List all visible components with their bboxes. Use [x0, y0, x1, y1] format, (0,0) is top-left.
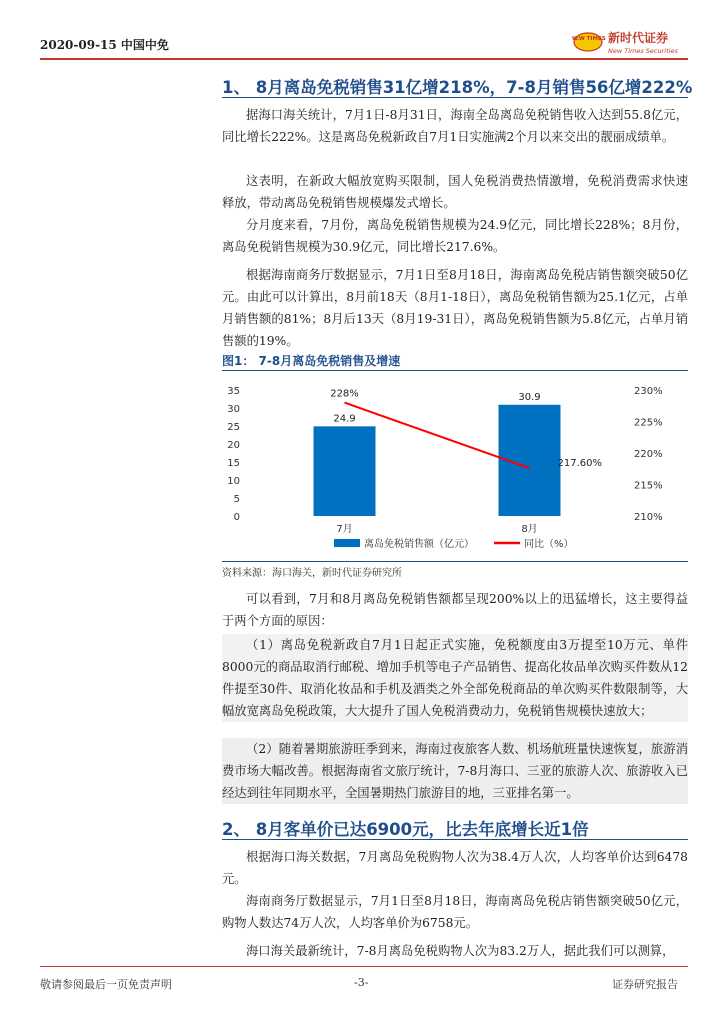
logo-cn: 新时代证券: [608, 31, 669, 45]
paragraph-8: 根据海口海关数据，7月离岛免税购物人次为38.4万人次，人均客单价达到6478元。: [222, 850, 688, 886]
paragraph-3: 分月度来看，7月份，离岛免税销售规模为24.9亿元，同比增长228%；8月份，离岛免税销售规模为30.9亿元，同比增长217.6%。: [222, 218, 688, 254]
line-data-label: 228%: [330, 388, 359, 400]
x-category-label: 8月: [521, 524, 538, 535]
logo-mark-text: NEW TIMES: [572, 36, 606, 42]
line-data-label: 217.60%: [557, 458, 602, 470]
logo-en: New Times Securities: [608, 47, 678, 55]
y-left-tick-label: 10: [227, 476, 240, 487]
y-right-tick-label: 225%: [634, 417, 663, 429]
y-right-tick-label: 215%: [634, 480, 663, 492]
legend-label-line: 同比（%）: [524, 539, 574, 550]
bar-data-label: 30.9: [518, 391, 541, 403]
y-left-tick-label: 20: [227, 440, 240, 451]
footer-rule: [40, 966, 688, 967]
y-right-tick-label: 230%: [634, 386, 663, 397]
paragraph-5: 可以看到，7月和8月离岛免税销售额都呈现200%以上的迅猛增长，这主要得益于两个方面的原因：: [222, 592, 688, 628]
footer-report-type: 证券研究报告: [612, 978, 678, 991]
figure-bottom-rule: [222, 561, 688, 562]
y-left-tick-label: 15: [227, 458, 240, 469]
figure-source: 资料来源：海口海关，新时代证券研究所: [222, 568, 402, 579]
x-category-label: 7月: [336, 524, 353, 535]
y-left-tick-label: 0: [233, 512, 240, 523]
legend-swatch-bar: [334, 539, 360, 547]
section-rule-1: [222, 97, 688, 98]
y-right-tick-label: 210%: [634, 512, 663, 523]
y-left-tick-label: 35: [227, 386, 240, 397]
y-left-tick-label: 25: [227, 422, 240, 433]
figure-top-rule: [222, 370, 688, 371]
y-left-tick-label: 5: [233, 494, 240, 505]
paragraph-1: 据海口海关统计，7月1日-8月31日，海南全岛离岛免税销售收入达到55.8亿元，同比增长222%。这是离岛免税新政自7月1日实施满2个月以来交出的靓丽成绩单。: [222, 108, 688, 144]
paragraph-2: 这表明，在新政大幅放宽购买限制，国人免税消费热情激增，免税消费需求快速释放，带动离岛免税销售规模爆发式增长。: [222, 174, 688, 210]
paragraph-4: 根据海南商务厅数据显示，7月1日至8月18日，海南离岛免税店销售额突破50亿元。由此可以计算出，8月前18天（8月1-18日），离岛免税销售额为25.1亿元，占单月销售额的81%；8月后13天（8月19-31日），离岛免税销售额为5.8亿元，占单月销售额的19%。: [222, 268, 688, 348]
company-logo: [572, 26, 684, 58]
paragraph-10: 海口海关最新统计，7-8月离岛免税购物人次为83.2万人，据此我们可以测算，: [246, 944, 675, 958]
bar-data-label: 24.9: [333, 413, 356, 425]
section-title-2: 2、 8月客单价已达6900元，比去年底增长近1倍: [222, 820, 589, 839]
bar-7月: [314, 426, 376, 516]
paragraph-6: （1）离岛免税新政自7月1日起正式实施，免税额度由3万提至10万元、单件8000元的商品取消行邮税、增加手机等电子产品销售、提高化妆品单次购买件数从12件提至30件、取消化妆品和手机及酒类之外全部免税商品的单次购买件数限制等，大幅放宽离岛免税政策，大大提升了国人免税消费动力，免税销售规模快速放大；: [222, 634, 688, 722]
y-left-tick-label: 30: [227, 404, 240, 415]
footer-page-number: -3-: [354, 976, 369, 989]
section-title-1: 1、 8月离岛免税销售31亿增218%，7-8月销售56亿增222%: [222, 78, 693, 97]
figure-title: 图1： 7-8月离岛免税销售及增速: [222, 354, 401, 368]
section-rule-2: [222, 839, 688, 840]
paragraph-9: 海南商务厅数据显示，7月1日至8月18日，海南离岛免税店销售额突破50亿元，购物人数达74万人次，人均客单价为6758元。: [222, 894, 688, 930]
footer-disclaimer: 敬请参阅最后一页免责声明: [40, 978, 172, 991]
header-date-company: 2020-09-15 中国中免: [40, 38, 169, 52]
sales-growth-chart: [222, 374, 688, 560]
legend-label-bar: 离岛免税销售额（亿元）: [364, 539, 474, 550]
y-right-tick-label: 220%: [634, 449, 663, 460]
header-rule: [40, 58, 688, 60]
paragraph-7: （2）随着暑期旅游旺季到来，海南过夜旅客人数、机场航班量快速恢复，旅游消费市场大幅改善。根据海南省文旅厅统计，7-8月海口、三亚的旅游人次、旅游收入已经达到往年同期水平，全国暑期热门旅游目的地，三亚排名第一。: [222, 738, 688, 804]
